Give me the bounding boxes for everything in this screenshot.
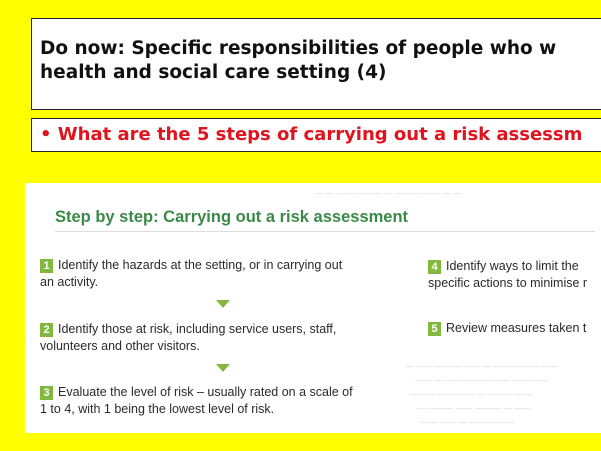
step-number-badge: 3 [40,386,53,400]
step-1 [40,257,342,291]
step-5 [428,320,586,337]
down-arrow-icon [216,364,230,372]
question-text: • What are the 5 steps of carrying out a risk assessm [40,124,583,145]
step-3-line-2: 1 to 4, with 1 being the lowest level of risk. [40,402,275,416]
step-3 [40,384,353,418]
do-now-line-1: Do now: Specific responsibilities of people who w [40,38,557,59]
do-now-box [31,18,601,110]
step-4-line-2: specific actions to minimise r [428,276,588,290]
step-2-line-2: volunteers and other visitors. [40,339,200,353]
faint-background-text: — ——— —— ——— — —— [417,403,531,413]
title-divider [55,231,595,232]
step-5-line-1: Review measures taken t [446,321,587,335]
panel-title: Step by step: Carrying out a risk assessment [55,208,409,226]
do-now-line-2: health and social care setting (4) [40,62,387,83]
faint-background-text: —— — —— ——— —— —— —— [415,375,549,385]
step-3-line-1: Evaluate the level of risk – usually rated on a scale of [58,385,353,399]
faint-background-text: — —— ——— —— — ——— —— —— [405,361,558,371]
faint-background-text: — — —— ——— — ——— —— — — [315,188,462,198]
step-4 [428,258,587,292]
question-box [31,118,601,152]
textbook-panel [25,183,601,433]
faint-background-text: —— —— — ——— —— [420,417,515,427]
step-number-badge: 4 [428,260,441,274]
step-number-badge: 2 [40,323,53,337]
down-arrow-icon [216,300,230,308]
step-4-line-1: Identify ways to limit the [446,259,579,273]
faint-background-text: ——— —— —— — ——— —— [410,389,533,399]
step-1-line-2: an activity. [40,275,99,289]
step-number-badge: 1 [40,259,53,273]
step-2 [40,321,336,355]
do-now-heading [40,37,556,85]
step-number-badge: 5 [428,322,441,336]
step-1-line-1: Identify the hazards at the setting, or in carrying out [58,258,343,272]
step-2-line-1: Identify those at risk, including service users, staff, [58,322,337,336]
